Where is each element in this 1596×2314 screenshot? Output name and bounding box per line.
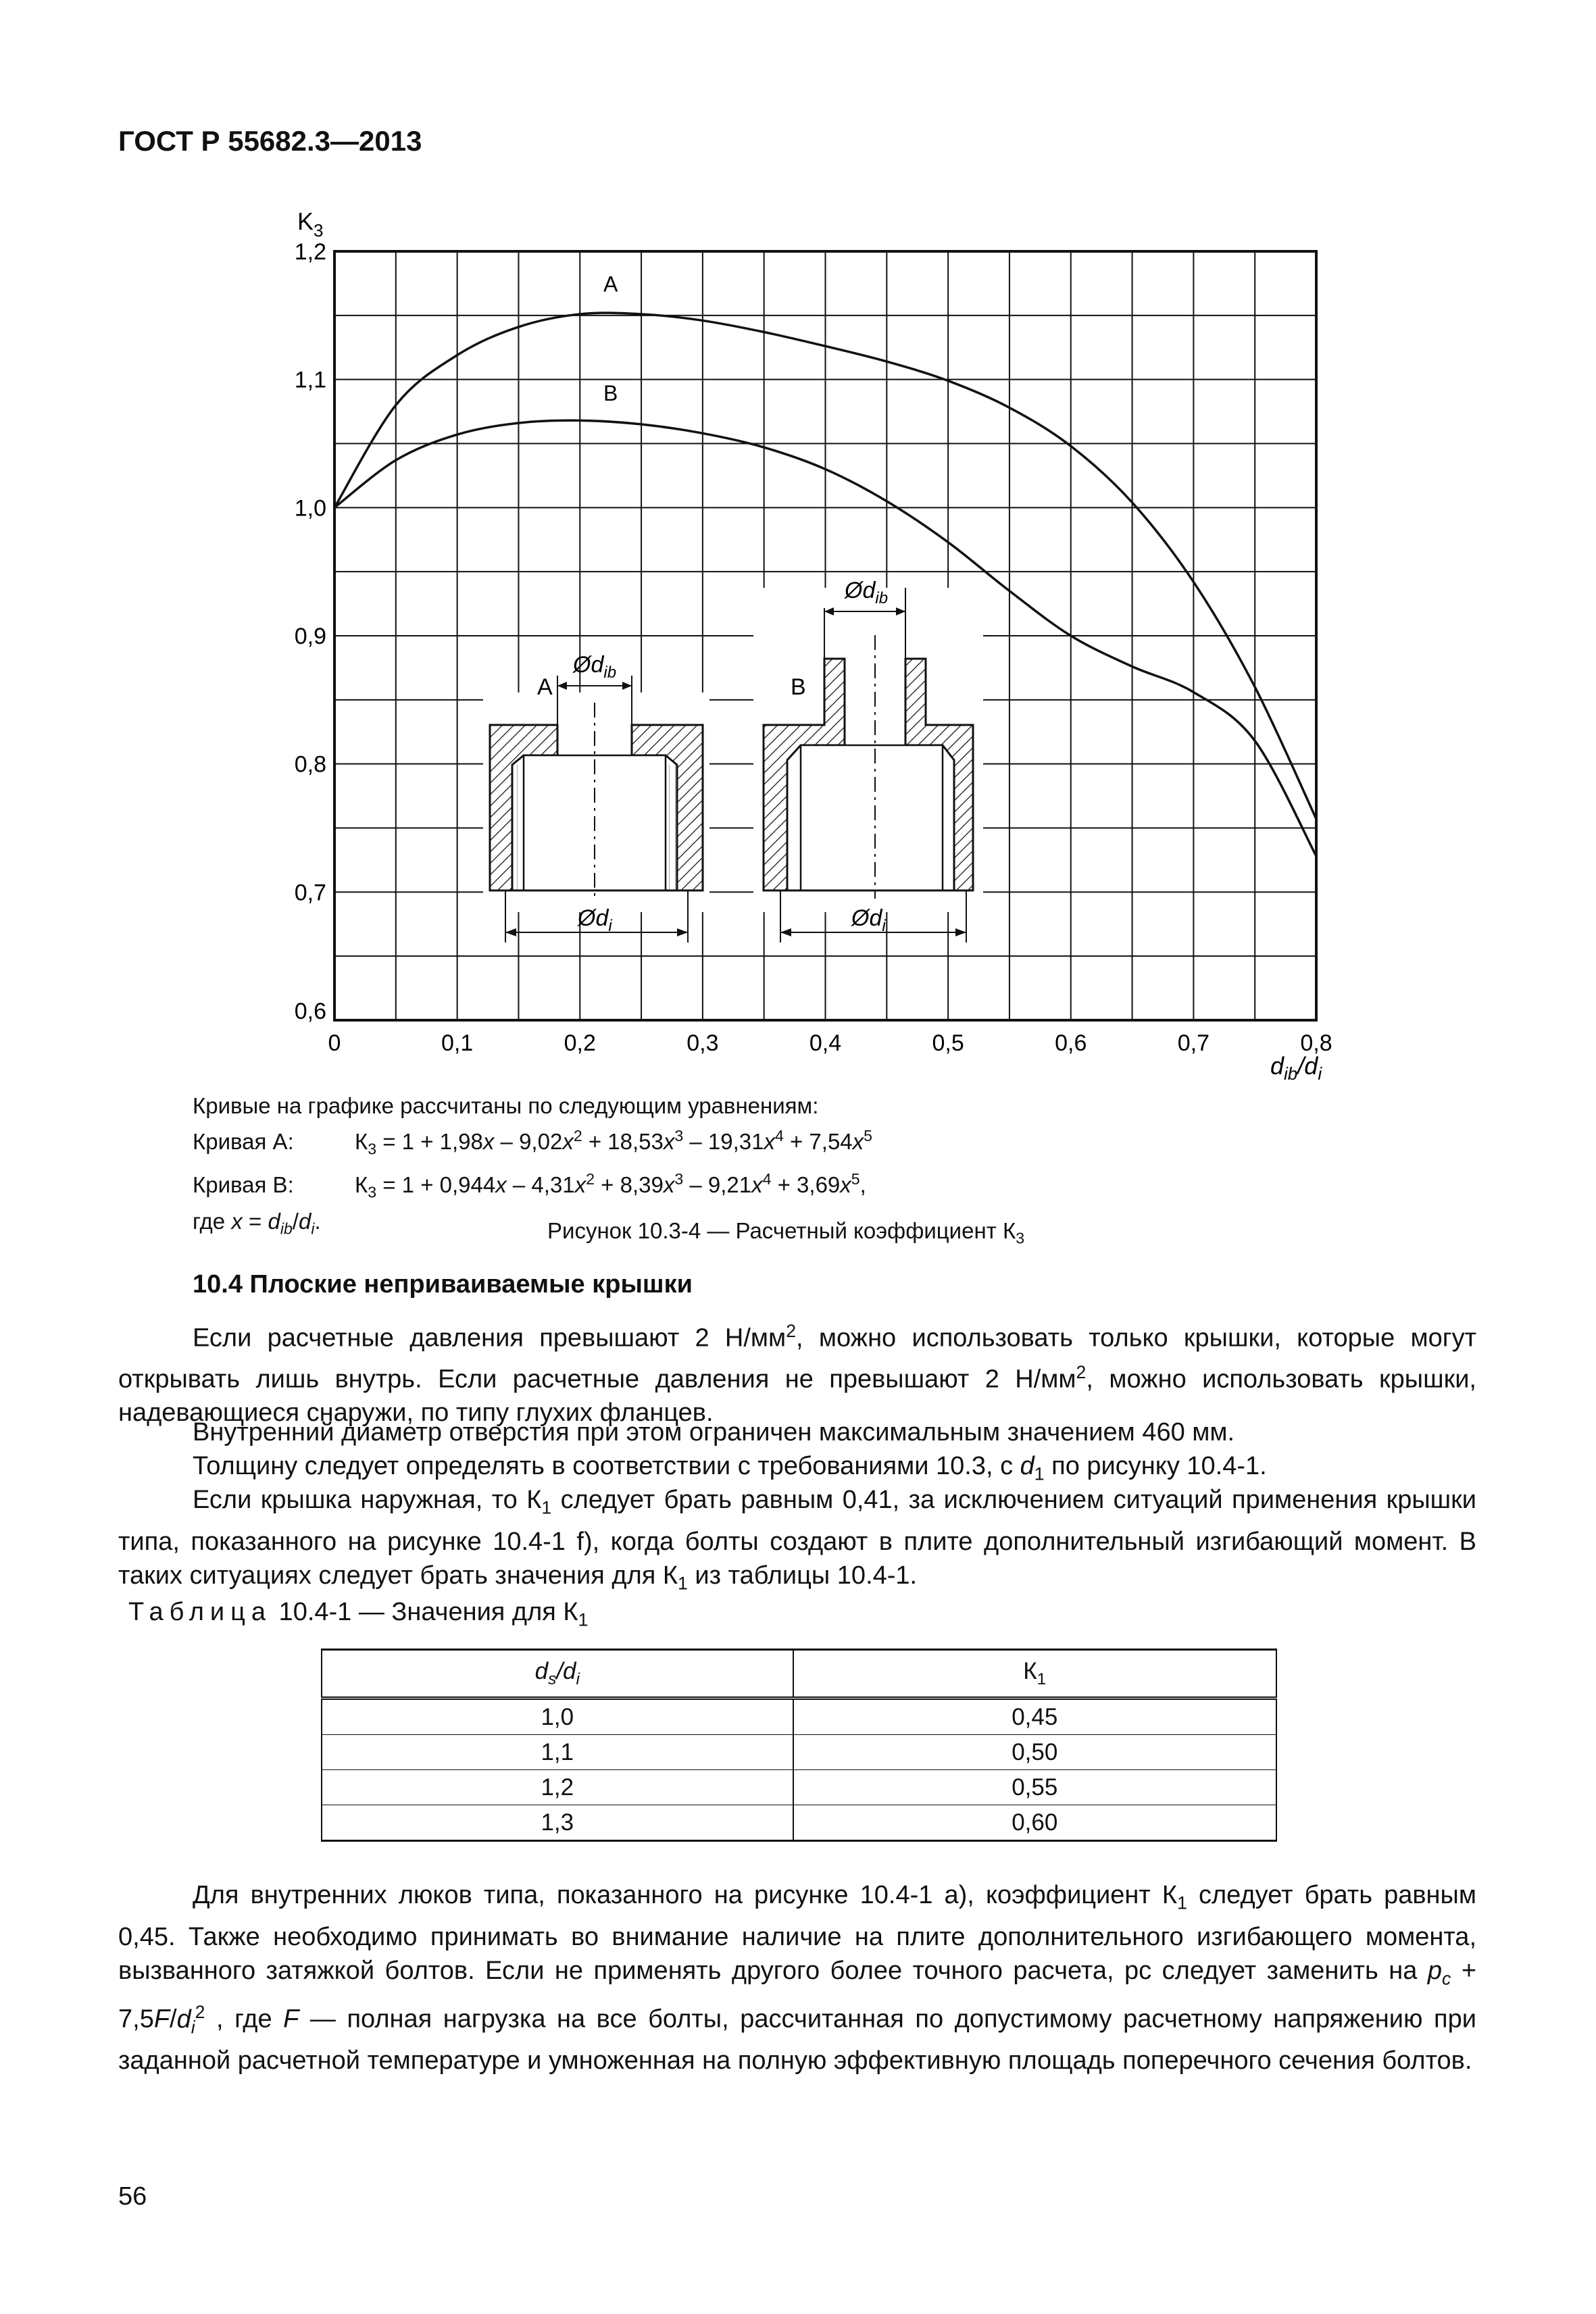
paragraph-2: Внутренний диаметр отверстия при этом ограничен максимальным значением 460 мм. — [193, 1418, 1235, 1447]
paragraph-4: Если крышка наружная, то $К_1$ следует брать равным 0,41, за исключением ситуаций применения крышки типа, показанного на рисунке 10.4-1 f), когда болты создают в плите дополнительный изгибающий момент. В таких ситуациях следует брать значения для $К_1$ из таблицы 10.4-1. — [118, 1486, 1476, 1594]
cover-b-label: B — [791, 674, 806, 700]
page-number: 56 — [118, 2182, 147, 2211]
figure-caption: Рисунок 10.3-4 — Расчетный коэффициент $К_3$ — [547, 1218, 1025, 1247]
x-tick-label: 0,8 — [1300, 1030, 1332, 1056]
x-tick-label: 0,4 — [809, 1030, 842, 1056]
x-tick-label: 0 — [328, 1030, 341, 1056]
section-heading: 10.4 Плоские неприваиваемые крышки — [193, 1270, 693, 1299]
x-tick-label: 0,3 — [687, 1030, 719, 1056]
curve-b-equation: Кривая В: $К_3 = 1 + 0,944x - 4,31x^2 + 8,39x^3 - 9,21x^4 + 3,69x^5$, — [193, 1169, 866, 1201]
x-tick-label: 0,6 — [1055, 1030, 1087, 1056]
table-header-ratio: $d_s/d_i$ — [322, 1650, 793, 1699]
y-tick-label: 1,0 — [294, 495, 326, 522]
y-tick-label: 0,8 — [294, 751, 326, 778]
x-axis-label: $d_{ib}/d_i$ — [1270, 1052, 1322, 1084]
cover-a-label: A — [537, 674, 553, 700]
series-label-B: B — [603, 380, 618, 405]
y-tick-label: 0,7 — [294, 880, 326, 906]
equations-where: где $x = d_{ib}/d_i$. — [193, 1209, 321, 1238]
equations-intro: Кривые на графике рассчитаны по следующим уравнениям: — [193, 1093, 819, 1118]
y-tick-label: 1,2 — [294, 239, 326, 265]
cover-sketch — [483, 578, 983, 942]
y-axis-label: $K_3$ — [297, 207, 324, 241]
svg-text:Ødib: $Ød_{ib}$ — [845, 578, 889, 607]
svg-text:Ødi: $Ød_i$ — [851, 905, 886, 935]
svg-text:Ødi: $Ød_i$ — [578, 905, 612, 935]
k3-chart — [0, 0, 1596, 1108]
x-tick-label: 0,5 — [932, 1030, 964, 1056]
k1-table — [321, 1649, 1277, 1842]
x-tick-label: 0,1 — [441, 1030, 474, 1056]
table-caption: Таблица 10.4-1 — Значения для $К_1$ — [128, 1598, 589, 1630]
y-tick-label: 0,9 — [294, 624, 326, 649]
curve-a-equation: Кривая А: $К_3 = 1 + 1,98x - 9,02x^2 + 18,53x^3 - 19,31x^4 + 7,54x^5$ — [193, 1127, 873, 1158]
paragraph-5: Для внутренних люков типа, показанного на рисунке 10.4-1 а), коэффициент $К_1$ следует брать равным 0,45. Также необходимо принимать во внимание наличие на плите дополнительного изгибающего момента, вызванного затяжкой болтов. Если не применять другого более точного расчета, pc следует заменить на $p_c + 7,5F/d_i^2$ , где F — полная нагрузка на все болты, рассчитанная по допустимому расчетному напряжению при заданной расчетной температуре и умноженная на полную эффективную площадь поперечного сечения болтов. — [118, 1881, 1477, 2076]
svg-text:Ødib: $Ød_{ib}$ — [573, 652, 617, 682]
series-label-A: A — [603, 272, 618, 297]
table-header-k1: $К_1$ — [793, 1650, 1276, 1699]
table-row: 1,3 0,60 — [322, 1805, 1276, 1841]
y-tick-label: 1,1 — [294, 367, 326, 393]
x-tick-label: 0,2 — [564, 1030, 596, 1056]
paragraph-3: Толщину следует определять в соответствии с требованиями 10.3, с $d_1$ по рисунку 10.4-1. — [193, 1452, 1267, 1484]
document-header: ГОСТ Р 55682.3—2013 — [118, 125, 422, 157]
table-row: 1,0 0,45 — [322, 1699, 1276, 1735]
table-row: 1,1 0,50 — [322, 1735, 1276, 1770]
x-tick-label: 0,7 — [1177, 1030, 1210, 1056]
table-row: 1,2 0,55 — [322, 1770, 1276, 1805]
y-tick-label: 0,6 — [294, 999, 326, 1024]
paragraph-1: Если расчетные давления превышают 2 $Н/мм^2$, можно использовать только крышки, которые могут открывать лишь внутрь. Если расчетные давления не превышают 2 $Н/мм^2$, можно использовать крышки, надевающиеся снаружи, по типу глухих фланцев. — [118, 1321, 1476, 1428]
